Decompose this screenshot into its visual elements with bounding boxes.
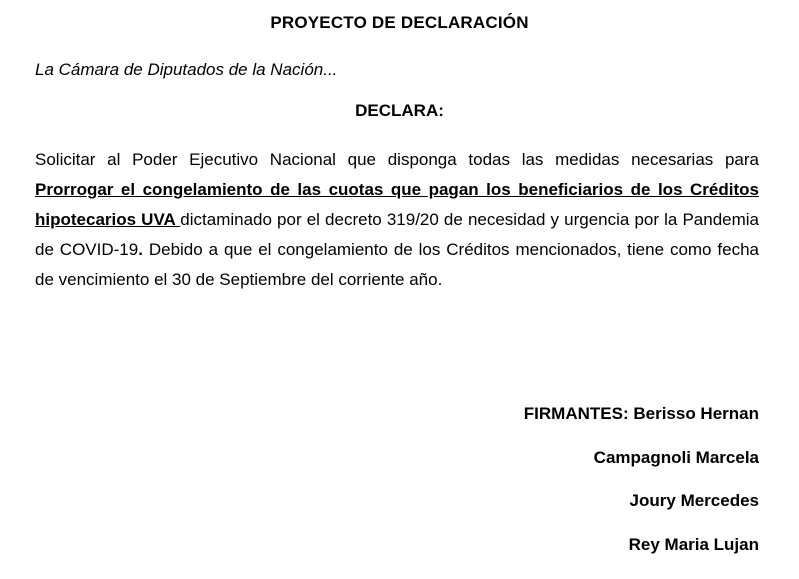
signer-line: Joury Mercedes bbox=[629, 491, 759, 510]
signer-line: Campagnoli Marcela bbox=[593, 447, 759, 467]
signer-line: Rey Maria Lujan bbox=[628, 534, 759, 554]
declara-heading: DECLARA: bbox=[355, 101, 444, 120]
body-paragraph bbox=[35, 145, 759, 295]
body-emphasis: Prorrogar el congelamiento de las cuotas que pagan los beneficiarios de los Créditos hipotecarios UVA bbox=[35, 180, 759, 229]
document-title: PROYECTO DE DECLARACIÓN bbox=[270, 13, 529, 32]
body-period: . bbox=[138, 240, 143, 259]
body-text-part2: dictaminado por el decreto 319/20 de necesidad y urgencia por la Pandemia de COVID-19 bbox=[35, 210, 759, 259]
signers-block bbox=[524, 401, 759, 575]
intro-line: La Cámara de Diputados de la Nación... bbox=[35, 60, 338, 79]
signer-line: FIRMANTES: Berisso Hernan bbox=[523, 404, 759, 423]
body-text-part1: Solicitar al Poder Ejecutivo Nacional que disponga todas las medidas necesarias para bbox=[35, 150, 759, 169]
body-text-part3: Debido a que el congelamiento de los Créditos mencionados, tiene como fecha de vencimiento el 30 de Septiembre del corriente año. bbox=[35, 240, 759, 289]
